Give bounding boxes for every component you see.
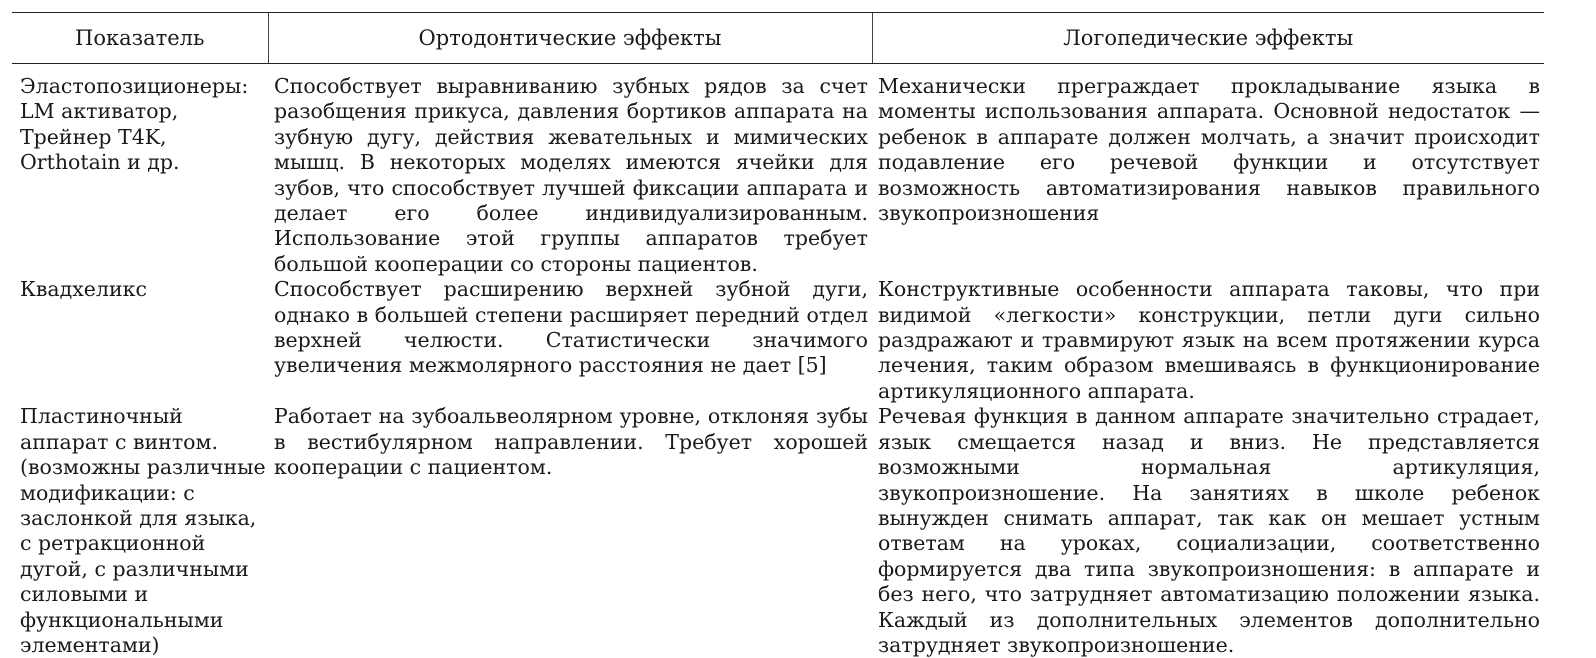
header-speech-effects: Логопедические эффекты — [872, 13, 1544, 64]
cell-orthodontic: Работает на зубоальвеолярном уровне, отклоняя зубы в вестибулярном направлении. Требует хорошей кооперации с пациентом. — [268, 404, 872, 658]
table-row-elastopositioners — [12, 64, 1544, 278]
cell-orthodontic: Способствует выравниванию зубных рядов за счет разобщения прикуса, давления бортиков аппарата на зубную дугу, действия жевательных и мимических мышц. В некоторых моделях имеются ячейки для зубов, что способствует лучшей фиксации аппарата и делает его более индивидуализированным. Использование этой группы аппаратов требует большой кооперации со стороны пациентов. — [268, 64, 872, 278]
header-orthodontic-effects: Ортодонтические эффекты — [268, 13, 872, 64]
table-row-quadhelix — [12, 277, 1544, 404]
header-row — [12, 13, 1544, 64]
comparison-table-container — [12, 12, 1544, 658]
cell-speech: Речевая функция в данном аппарате значительно страдает, язык смещается назад и вниз. Не представляется возможными нормальная артикуляция, звукопроизношение. На занятиях в школе ребенок вынужден снимать аппарат, так как он мешает устным ответам на уроках, социализации, соответственно формируется два типа звукопроизношения: в аппарате и без него, что затрудняет автоматизацию положении языка. Каждый из дополнительных элементов дополнительно затрудняет звукопроизношение. — [872, 404, 1544, 658]
comparison-table — [12, 12, 1544, 658]
cell-speech: Конструктивные особенности аппарата таковы, что при видимой «легкости» конструкции, петли дуги сильно раздражают и травмируют язык на всем протяжении курса лечения, таким образом вмешиваясь в функционирование артикуляционного аппарата. — [872, 277, 1544, 404]
table-body — [12, 64, 1544, 658]
table-header — [12, 13, 1544, 64]
cell-indicator: Пластиночный аппарат с винтом. (возможны различные модификации: с заслонкой для языка, с ретракционной дугой, с различными силовыми и функциональными элементами) — [12, 404, 268, 658]
cell-indicator: Квадхеликс — [12, 277, 268, 404]
cell-speech: Механически преграждает прокладывание языка в моменты использования аппарата. Основной недостаток — ребенок в аппарате должен молчать, а значит происходит подавление его речевой функции и отсутствует возможность автоматизирования навыков правильного звукопроизношения — [872, 64, 1544, 278]
cell-orthodontic: Способствует расширению верхней зубной дуги, однако в большей степени расширяет передний отдел верхней челюсти. Статистически значимого увеличения межмолярного расстояния не дает [5] — [268, 277, 872, 404]
cell-indicator: Эластопозиционеры: LM активатор, Трейнер T4K, Orthotain и др. — [12, 64, 268, 278]
header-indicator: Показатель — [12, 13, 268, 64]
table-row-plate-appliance — [12, 404, 1544, 658]
